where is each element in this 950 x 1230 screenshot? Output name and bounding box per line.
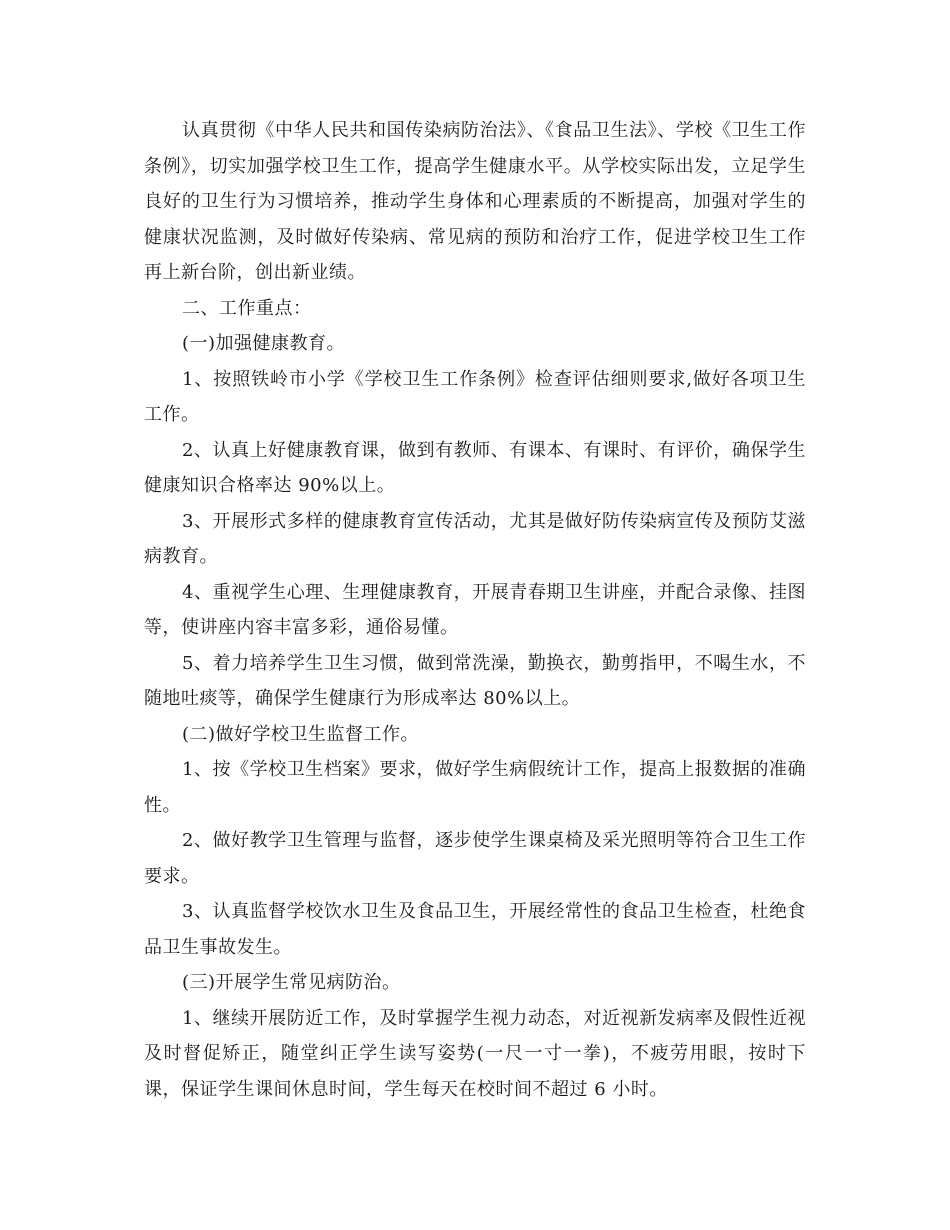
list-item: 4、重视学生心理、生理健康教育，开展青春期卫生讲座，并配合录像、挂图等，使讲座内容丰富多彩，通俗易懂。 bbox=[144, 581, 806, 638]
heading-work-focus: 二、工作重点： bbox=[182, 297, 312, 319]
list-item: 3、认真监督学校饮水卫生及食品卫生，开展经常性的食品卫生检查，杜绝食品卫生事故发生。 bbox=[144, 901, 806, 958]
subheading-health-education: (一)加强健康教育。 bbox=[182, 333, 346, 354]
list-item: 1、继续开展防近工作，及时掌握学生视力动态，对近视新发病率及假性近视及时督促矫正，随堂纠正学生读写姿势(一尺一寸一拳)，不疲劳用眼，按时下课，保证学生课间休息时间，学生每天在校时间不超过 6 小时。 bbox=[144, 1007, 806, 1100]
list-item: 5、着力培养学生卫生习惯，做到常洗澡，勤换衣，勤剪指甲，不喝生水，不随地吐痰等，确保学生健康行为形成率达 80%以上。 bbox=[144, 652, 806, 709]
list-item: 2、做好教学卫生管理与监督，逐步使学生课桌椅及采光照明等符合卫生工作要求。 bbox=[144, 830, 806, 887]
paragraph-intro: 认真贯彻《中华人民共和国传染病防治法》、《食品卫生法》、学校《卫生工作条例》，切实加强学校卫生工作，提高学生健康水平。从学校实际出发，立足学生良好的卫生行为习惯培养，推动学生身体和心理素质的不断提高，加强对学生的健康状况监测，及时做好传染病、常见病的预防和治疗工作，促进学校卫生工作再上新台阶，创出新业绩。 bbox=[144, 120, 806, 283]
list-item: 2、认真上好健康教育课，做到有教师、有课本、有课时、有评价，确保学生健康知识合格率达 90%以上。 bbox=[144, 439, 806, 496]
list-item: 1、按照铁岭市小学《学校卫生工作条例》检查评估细则要求,做好各项卫生工作。 bbox=[144, 368, 806, 425]
list-item: 1、按《学校卫生档案》要求，做好学生病假统计工作，提高上报数据的准确性。 bbox=[144, 759, 806, 816]
subheading-disease-prevention: (三)开展学生常见病防治。 bbox=[182, 972, 401, 993]
document-body bbox=[144, 113, 806, 1107]
subheading-hygiene-supervision: (二)做好学校卫生监督工作。 bbox=[182, 723, 420, 745]
list-item: 3、开展形式多样的健康教育宣传活动，尤其是做好防传染病宣传及预防艾滋病教育。 bbox=[144, 510, 806, 567]
